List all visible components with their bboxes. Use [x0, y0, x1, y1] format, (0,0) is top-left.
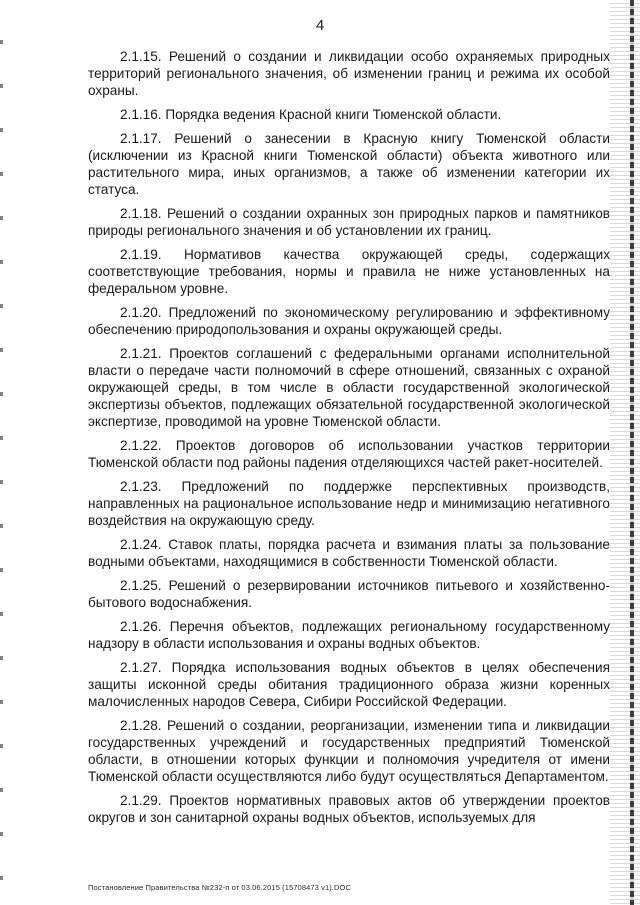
- page-number: 4: [315, 17, 325, 34]
- paragraph-2-1-25: 2.1.25. Решений о резервировании источников питьевого и хозяйственно-бытового водоснабжения.: [88, 578, 610, 610]
- paragraph-2-1-27: 2.1.27. Порядка использования водных объектов в целях обеспечения защиты исконной среды обитания традиционного образа жизни коренных малочисленных народов Севера, Сибири Российской Федерации.: [88, 660, 610, 709]
- paragraph-2-1-17: 2.1.17. Решений о занесении в Красную книгу Тюменской области (исключении из Красной книги Тюменской области) объекта животного или растительного мира, иных организмов, а также об изменении категории их статуса.: [88, 131, 610, 197]
- paragraph-2-1-16: 2.1.16. Порядка ведения Красной книги Тюменской области.: [120, 107, 502, 122]
- paragraph-2-1-15: 2.1.15. Решений о создании и ликвидации особо охраняемых природных территорий регионального значения, об изменении границ и режима их особой охраны.: [88, 49, 610, 98]
- paragraph-2-1-21: 2.1.21. Проектов соглашений с федеральными органами исполнительной власти о передаче части полномочий в сфере отношений, связанных с охраной окружающей среды, в том числе в области государственной экологической экспертизы объектов, подлежащих обязательной государственной экологической экспертизе, проводимой на уровне Тюменской области.: [88, 346, 610, 429]
- paragraph-2-1-28: 2.1.28. Решений о создании, реорганизации, изменении типа и ликвидации государственных учреждений и государственных предприятий Тюменской области, в отношении которых функции и полномочия учредителя от имени Тюменской области осуществляются либо будут осуществляться Департаментом.: [88, 718, 610, 784]
- paragraph-2-1-26: 2.1.26. Перечня объектов, подлежащих региональному государственному надзору в области использования и охраны водных объектов.: [88, 619, 610, 651]
- paragraph-2-1-23: 2.1.23. Предложений по поддержке перспективных производств, направленных на рациональное использование недр и минимизацию негативного воздействия на окружающую среду.: [88, 479, 610, 528]
- scan-edge-left: [0, 0, 3, 905]
- document-footer: Постановление Правительства №232-п от 03.06.2015 (15708473 v1).DOC: [88, 883, 351, 892]
- paragraph-2-1-22: 2.1.22. Проектов договоров об использовании участков территории Тюменской области под районы падения отделяющихся частей ракет-носителей.: [88, 438, 610, 470]
- paragraph-2-1-24: 2.1.24. Ставок платы, порядка расчета и взимания платы за пользование водными объектами, находящимися в собственности Тюменской области.: [88, 537, 610, 569]
- paragraph-2-1-19: 2.1.19. Нормативов качества окружающей среды, содержащих соответствующие требования, нормы и правила не ниже установленных на федеральном уровне.: [88, 247, 610, 296]
- paragraph-2-1-18: 2.1.18. Решений о создании охранных зон природных парков и памятников природы регионального значения и об установлении их границ.: [88, 206, 610, 238]
- paragraph-2-1-29: 2.1.29. Проектов нормативных правовых актов об утверждении проектов округов и зон санитарной охраны водных объектов, используемых для: [88, 793, 610, 825]
- document-body: [88, 48, 610, 833]
- scan-edge-right: [610, 0, 640, 905]
- paragraph-2-1-20: 2.1.20. Предложений по экономическому регулированию и эффективному обеспечению природопользования и охраны окружающей среды.: [88, 305, 610, 337]
- scan-edge-right-dark: [630, 0, 634, 905]
